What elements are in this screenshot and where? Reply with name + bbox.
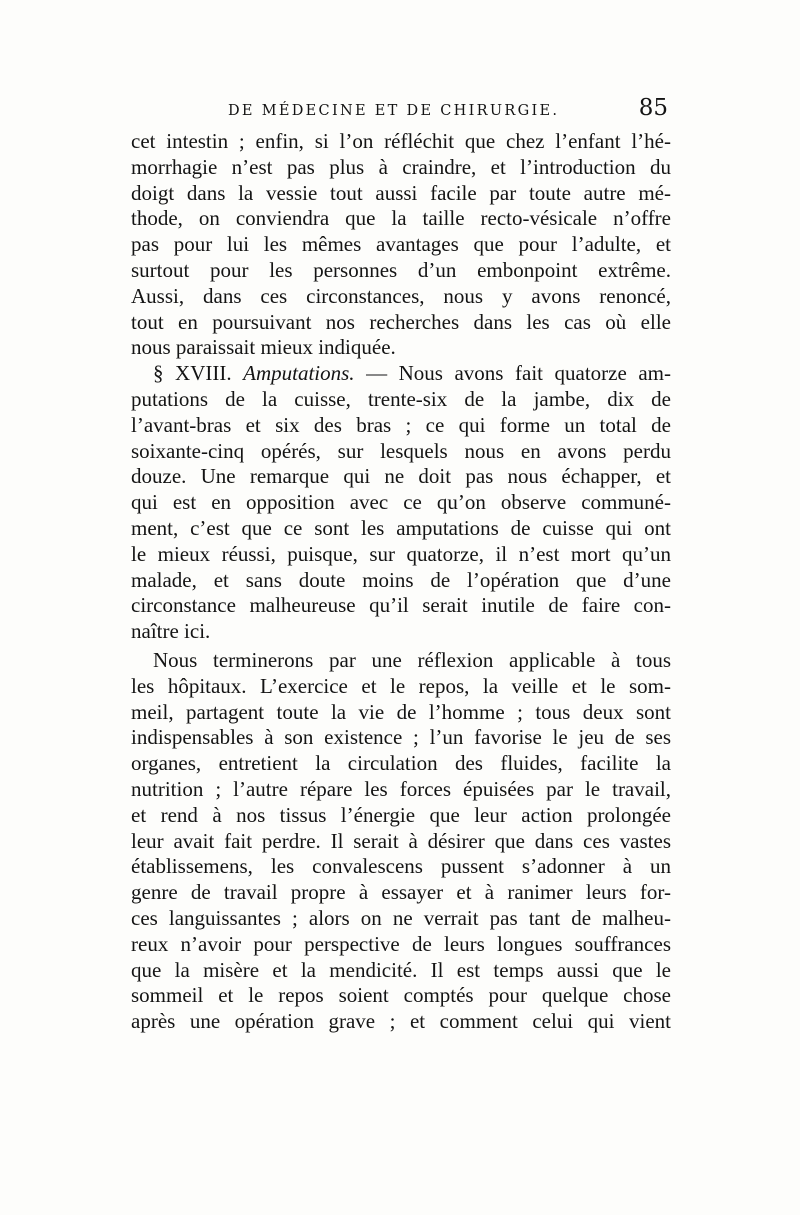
running-header (132, 95, 670, 129)
text-line: douze. Une remarque qui ne doit pas nous échapper, et (131, 464, 671, 489)
running-title: DE MÉDECINE ET DE CHIRURGIE. (228, 103, 560, 119)
text-line: qui est en opposition avec ce qu’on observe communé- (131, 490, 671, 515)
text-line: Aussi, dans ces circonstances, nous y avons renoncé, (131, 283, 671, 308)
text-line: établissemens, les convalescens pussent s’adonner à un (131, 854, 671, 879)
text-line: pas pour lui les mêmes avantages que pour l’adulte, et (131, 232, 671, 257)
paragraph-amputations (131, 361, 671, 645)
text-line: cet intestin ; enfin, si l’on réfléchit que chez l’enfant l’hé- (131, 129, 671, 153)
page-number: 85 (638, 95, 668, 121)
section-heading-rest: — Nous avons fait quatorze am- (366, 361, 671, 386)
paragraph-hospital-reflection (131, 648, 671, 1035)
text-line: nous paraissait mieux indiquée. (131, 335, 396, 360)
text-line: meil, partagent toute la vie de l’homme ; tous deux sont (131, 699, 671, 724)
text-line: morrhagie n’est pas plus à craindre, et l’introduction du (131, 154, 671, 179)
text-line: circonstance malheureuse qu’il serait inutile de faire con- (131, 593, 671, 618)
text-line: ces languissantes ; alors on ne verrait pas tant de malheu- (131, 905, 671, 930)
text-line: indispensables à son existence ; l’un favorise le jeu de ses (131, 725, 671, 750)
text-line: malade, et sans doute moins de l’opération que d’une (131, 567, 671, 592)
section-heading-line (131, 361, 671, 387)
text-line: l’avant-bras et six des bras ; ce qui forme un total de (131, 412, 671, 437)
text-line: tout en poursuivant nos recherches dans les cas où elle (131, 309, 671, 334)
text-line: sommeil et le repos soient comptés pour quelque chose (131, 983, 671, 1008)
section-number: § XVIII. (153, 361, 232, 386)
text-line: genre de travail propre à essayer et à ranimer leurs for- (131, 880, 671, 905)
text-line: naître ici. (131, 619, 211, 644)
text-line: soixante-cinq opérés, sur lesquels nous en avons perdu (131, 438, 671, 463)
text-line: Nous terminerons par une réflexion applicable à tous (153, 647, 671, 672)
text-line: reux n’avoir pour perspective de leurs longues souffrances (131, 931, 671, 956)
text-line: que la misère et la mendicité. Il est temps aussi que le (131, 957, 671, 982)
text-line: organes, entretient la circulation des fluides, facilite la (131, 751, 671, 776)
text-line: doigt dans la vessie tout aussi facile par toute autre mé- (131, 180, 671, 205)
text-line: nutrition ; l’autre répare les forces épuisées par le travail, (131, 776, 671, 801)
section-title: Amputations. (243, 361, 355, 386)
text-line: leur avait fait perdre. Il serait à désirer que dans ces vastes (131, 828, 671, 853)
body-text (131, 129, 671, 1035)
text-line: thode, on conviendra que la taille recto-vésicale n’offre (131, 206, 671, 231)
paragraph-lithotomy-conclusion (131, 129, 671, 361)
text-line: le mieux réussi, puisque, sur quatorze, il n’est mort qu’un (131, 541, 671, 566)
text-line: surtout pour les personnes d’un embonpoint extrême. (131, 257, 671, 282)
text-line: après une opération grave ; et comment celui qui vient (131, 1009, 671, 1034)
text-line: ment, c’est que ce sont les amputations de cuisse qui ont (131, 515, 671, 540)
text-line: et rend à nos tissus l’énergie que leur action prolongée (131, 802, 671, 827)
text-line: les hôpitaux. L’exercice et le repos, la veille et le som- (131, 673, 671, 698)
text-line: putations de la cuisse, trente-six de la jambe, dix de (131, 386, 671, 411)
